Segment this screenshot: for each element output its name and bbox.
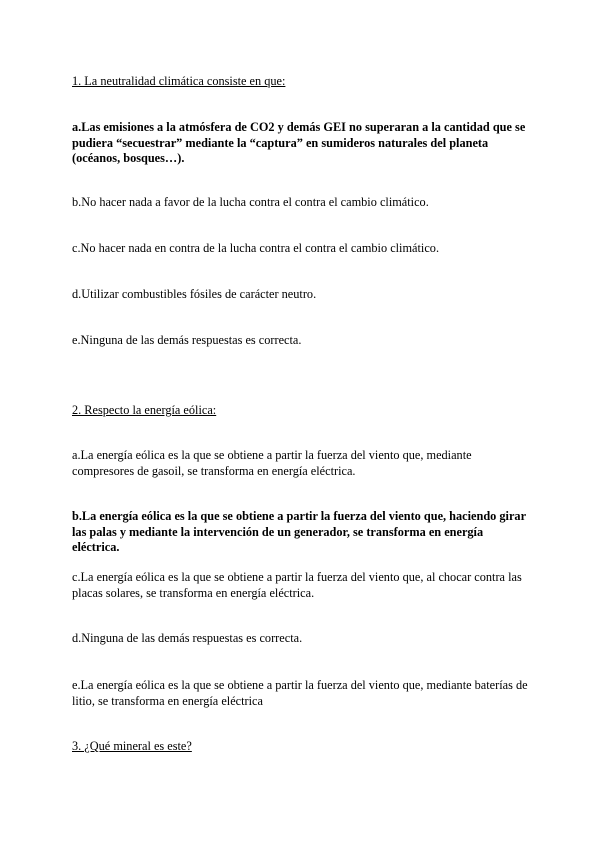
question-2-option-b: b.La energía eólica es la que se obtiene a partir la fuerza del viento que, haciendo girar las palas y mediante la intervención de un generador, se transforma en energía eléctrica. xyxy=(72,509,526,554)
question-2-title: 2. Respecto la energía eólica: xyxy=(72,403,217,417)
question-2-option-d: d.Ninguna de las demás respuestas es correcta. xyxy=(72,631,303,645)
question-1-option-d: d.Utilizar combustibles fósiles de carácter neutro. xyxy=(72,287,317,301)
question-2-option-e: e.La energía eólica es la que se obtiene a partir la fuerza del viento que, mediante baterías de litio, se transforma en energía eléctrica xyxy=(72,678,528,708)
question-1-title: 1. La neutralidad climática consiste en que: xyxy=(72,74,286,88)
question-1-option-a: a.Las emisiones a la atmósfera de CO2 y demás GEI no superaran a la cantidad que se pudiera “secuestrar” mediante la “captura” en sumideros naturales del planeta (océanos, bosques…). xyxy=(72,120,526,165)
question-2-option-c: c.La energía eólica es la que se obtiene a partir la fuerza del viento que, al chocar contra las placas solares, se transforma en energía eléctrica. xyxy=(72,570,522,600)
question-3-title: 3. ¿Qué mineral es este? xyxy=(72,739,192,753)
question-1-option-c: c.No hacer nada en contra de la lucha contra el contra el cambio climático. xyxy=(72,241,440,255)
question-1-option-e: e.Ninguna de las demás respuestas es correcta. xyxy=(72,333,302,347)
question-1-option-b: b.No hacer nada a favor de la lucha contra el contra el cambio climático. xyxy=(72,195,429,209)
question-2-option-a: a.La energía eólica es la que se obtiene a partir la fuerza del viento que, mediante compresores de gasoil, se transforma en energía eléctrica. xyxy=(72,448,472,478)
